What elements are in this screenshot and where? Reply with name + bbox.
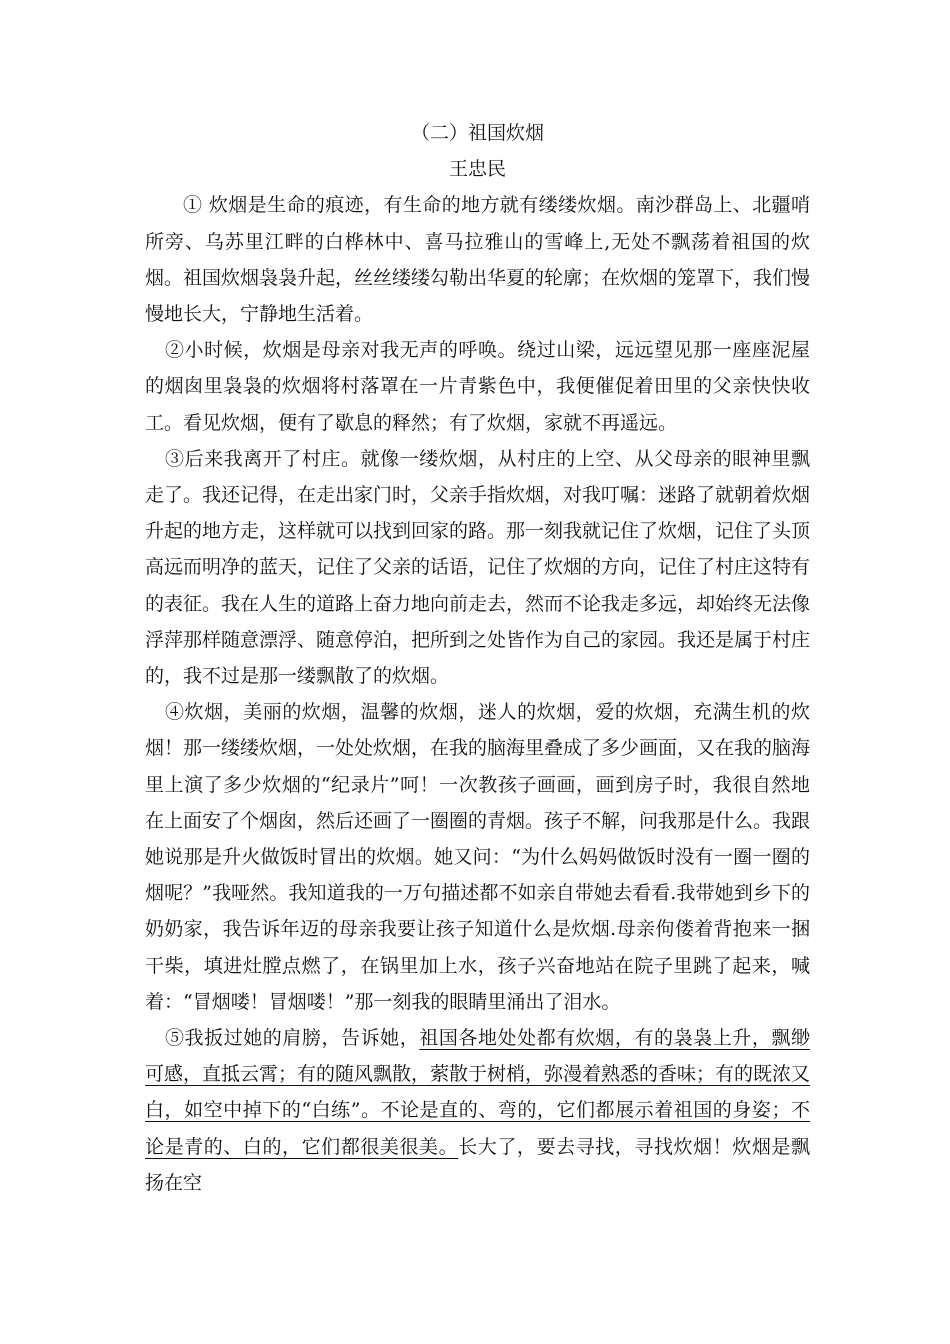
- article-body: [145, 115, 810, 1201]
- paragraph-5: [145, 1020, 810, 1201]
- paragraph-2: ②小时候，炊烟是母亲对我无声的呼唤。绕过山梁，远远望见那一座座泥屋的烟囱里袅袅的炊烟将村落罩在一片青紫色中，我便催促着田里的父亲快快收工。看见炊烟，便有了歇息的释然；有了炊烟，家就不再遥远。: [145, 339, 810, 434]
- article-author: 王忠民: [448, 158, 506, 181]
- paragraph-1: ① 炊烟是生命的痕迹，有生命的地方就有缕缕炊烟。南沙群岛上、北疆哨所旁、乌苏里江畔的白桦林中、喜马拉雅山的雪峰上,无处不飘荡着祖国的炊烟。祖国炊烟袅袅升起，丝丝缕缕勾勒出华夏的轮廓；在炊烟的笼罩下，我们慢慢地长大，宁静地生活着。: [145, 194, 811, 326]
- paragraph-5-tail: 长大了，要去寻找，寻找炊烟！炊烟是飘扬在空: [145, 1135, 810, 1194]
- paragraph-4: ④炊烟，美丽的炊烟，温馨的炊烟，迷人的炊烟，爱的炊烟，充满生机的炊烟！那一缕缕炊烟，一处处炊烟，在我的脑海里叠成了多少画面，又在我的脑海里上演了多少炊烟的“纪录片”呵！一次教孩子画画，画到房子时，我很自然地在上面安了个烟囱，然后还画了一圈圈的青烟。孩子不解，问我那是什么。我跟她说那是升火做饭时冒出的炊烟。她又问：“为什么妈妈做饭时没有一圈一圈的烟呢？”我哑然。我知道我的一万句描述都不如亲自带她去看看.我带她到乡下的奶奶家，我告诉年迈的母亲我要让孩子知道什么是炊烟.母亲佝偻着背抱来一捆干柴，填进灶膛点燃了，在锅里加上水，孩子兴奋地站在院子里跳了起来，喊着：“冒烟喽！冒烟喽！”那一刻我的眼睛里涌出了泪水。: [145, 701, 811, 1013]
- article-title: （二）祖国炊烟: [410, 122, 544, 144]
- underlined-passage: 祖国各地处处都有炊烟，有的袅袅上升，飘缈可感，直抵云霄；有的随风飘散，萦散于树梢，弥漫着熟悉的香味；有的既浓又白，如空中掉下的“白练”。不论是直的、弯的，它们都展示着祖国的身姿；不论是青的、白的，它们都很美很美。: [145, 1027, 811, 1158]
- paragraph-5-lead: ⑤我扳过她的肩膀，告诉她，: [165, 1027, 420, 1050]
- paragraph-3: ③后来我离开了村庄。就像一缕炊烟，从村庄的上空、从父母亲的眼神里飘走了。我还记得，在走出家门时，父亲手指炊烟，对我叮嘱：迷路了就朝着炊烟升起的地方走，这样就可以找到回家的路。那一刻我就记住了炊烟，记住了头顶高远而明净的蓝天，记住了父亲的话语，记住了炊烟的方向，记住了村庄这特有的表征。我在人生的道路上奋力地向前走去，然而不论我走多远，却始终无法像浮萍那样随意漂浮、随意停泊，把所到之处皆作为自己的家园。我还是属于村庄的，我不过是那一缕飘散了的炊烟。: [145, 447, 811, 688]
